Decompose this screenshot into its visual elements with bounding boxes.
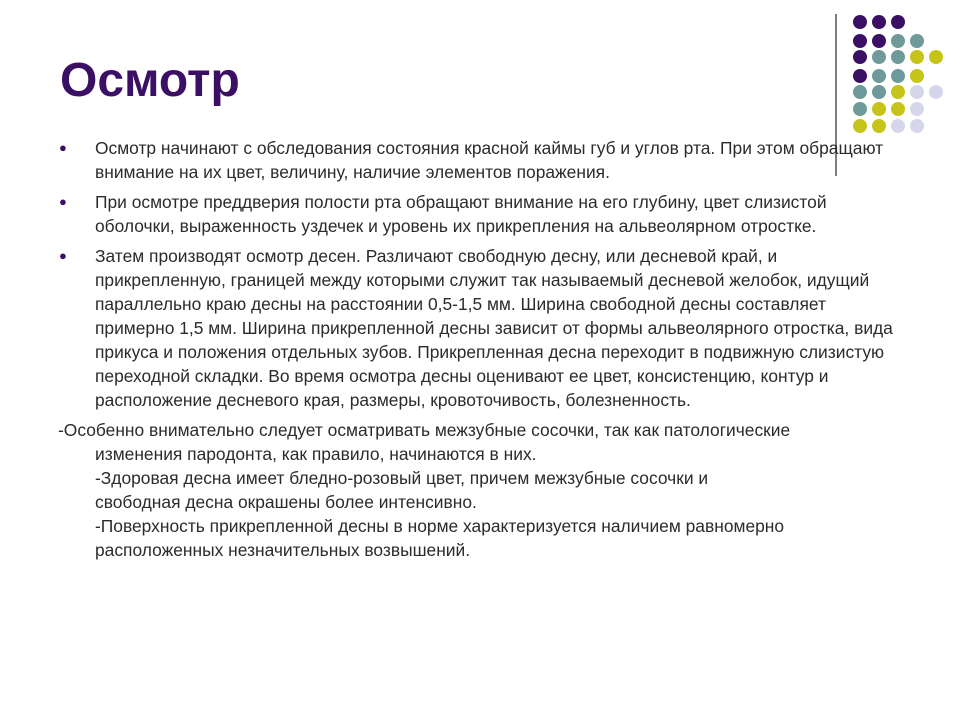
plain-text-block (58, 418, 908, 562)
plain-line: -Здоровая десна имеет бледно-розовый цвет, причем межзубные сосочки и (95, 468, 709, 488)
bullet-item (58, 244, 908, 412)
plain-line: свободная десна окрашены более интенсивно. (95, 492, 477, 512)
slide-body (58, 136, 908, 562)
plain-line: -Поверхность прикрепленной десны в норме характеризуется наличием равномерно (95, 516, 785, 536)
bullet-item (58, 136, 908, 184)
plain-line: изменения пародонта, как правило, начинаются в них. (95, 444, 537, 464)
bullet-dot-icon: ● (59, 140, 67, 155)
decorative-dot-grid (848, 12, 948, 142)
plain-line: расположенных незначительных возвышений. (95, 540, 471, 560)
bullet-dot-icon: ● (59, 248, 67, 263)
plain-lead-line: -Особенно внимательно следует осматривать межзубные сосочки, так как патологические (58, 420, 791, 440)
bullet-text: Затем производят осмотр десен. Различают свободную десну, или десневой край, и прикрепленную, границей между которыми служит так называемый десневой желобок, идущий параллельно краю десны на расстоянии 0,5-1,5 мм. Ширина свободной десны составляет примерно 1,5 мм. Ширина прикрепленной десны зависит от формы альвеолярного отростка, вида прикуса и положения отдельных зубов. Прикрепленная десна переходит в подвижную слизистую переходной складки. Во время осмотра десны оценивают ее цвет, консистенцию, контур и расположение десневого края, размеры, кровоточивость, болезненность. (95, 246, 893, 410)
bullet-text: При осмотре преддверия полости рта обращают внимание на его глубину, цвет слизистой оболочки, выраженность уздечек и уровень их прикрепления на альвеолярном отростке. (95, 192, 827, 236)
bullet-item (58, 190, 908, 238)
bullet-dot-icon: ● (59, 194, 67, 209)
bullet-text: Осмотр начинают с обследования состояния красной каймы губ и углов рта. При этом обращают внимание на их цвет, величину, наличие элементов поражения. (95, 138, 884, 182)
slide-title: Осмотр (60, 54, 240, 107)
